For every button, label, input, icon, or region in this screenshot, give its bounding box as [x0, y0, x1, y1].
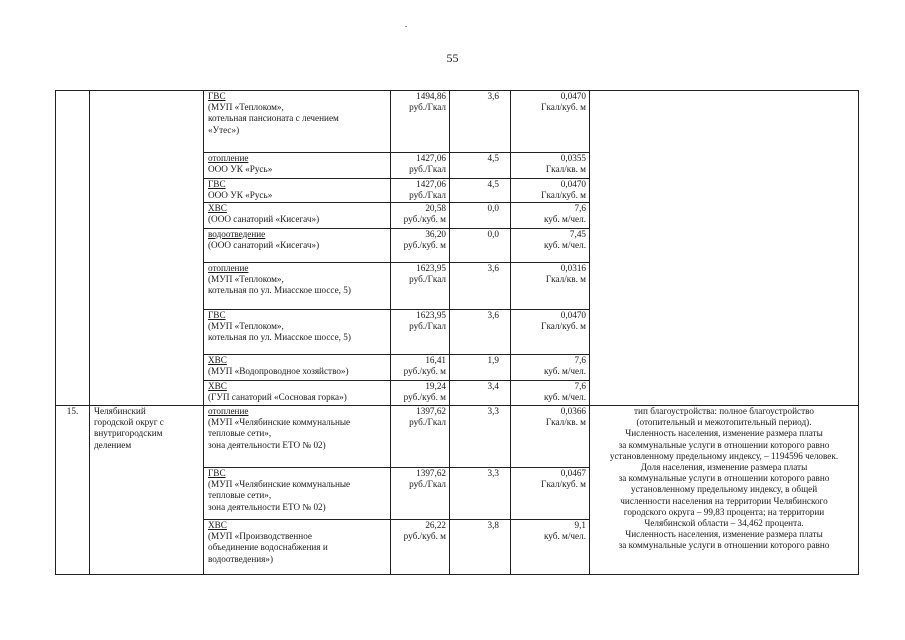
norm-cell	[511, 229, 590, 263]
text-line: 7,6	[574, 381, 586, 391]
tariff-cell	[391, 179, 450, 203]
norm-cell	[511, 203, 590, 229]
norm-cell	[511, 310, 590, 355]
text-line: «Утес»)	[208, 124, 240, 135]
text-line: численности населения на территории Челябинского	[620, 495, 828, 506]
text-line: внутригородским	[94, 428, 163, 439]
text-line: 0,0467	[560, 468, 586, 478]
text-line: 20,58	[425, 203, 446, 213]
text-line: за коммунальные услуги в отношении которого равно	[618, 473, 830, 484]
text-line: (ГУП санаторий «Сосновая горка»)	[208, 392, 347, 403]
text-line: Численность населения, изменение размера платы	[625, 529, 823, 540]
text-line: ГВС	[208, 91, 226, 101]
text-line: 0,0470	[560, 179, 586, 189]
text-line: ХВС	[208, 203, 227, 213]
service-cell	[204, 310, 391, 355]
text-line: ХВС	[208, 381, 227, 391]
tariff-cell	[391, 468, 450, 520]
table-row	[56, 91, 859, 153]
text-line: ХВС	[208, 520, 227, 530]
text-line: 1494,86	[416, 91, 446, 101]
text-line: руб./Гкал	[409, 190, 446, 201]
text-line: куб. м/чел.	[543, 531, 586, 542]
text-line: (МУП «Теплоком»,	[208, 102, 284, 113]
text-line: Гкал/кв. м	[545, 274, 586, 285]
text-line: установленному предельному индексу, – 1194596 человек.	[609, 450, 839, 461]
tariff-table-body	[56, 91, 859, 575]
tariff-cell	[391, 203, 450, 229]
growth-cell: 1,9	[450, 355, 511, 381]
text-line: руб./куб. м	[403, 531, 446, 542]
norm-cell	[511, 179, 590, 203]
growth-cell: 3,6	[450, 310, 511, 355]
text-line: тепловые сети»,	[208, 490, 272, 501]
text-line: (МУП «Челябинские коммунальные	[208, 417, 351, 428]
norm-cell	[511, 153, 590, 179]
text-line: 7,6	[574, 203, 586, 213]
tariff-cell	[391, 406, 450, 468]
municipality-number: 15.	[56, 406, 90, 575]
text-line: Гкал/куб. м	[541, 479, 586, 490]
growth-cell: 3,6	[450, 91, 511, 153]
text-line: 1427,06	[416, 179, 446, 189]
text-line: (отопительный и межотопительный период).	[636, 417, 812, 428]
text-line: (ООО санаторий «Кисегач»)	[208, 240, 320, 251]
text-line: Гкал/кв. м	[545, 417, 586, 428]
text-line: за коммунальные услуги в отношении которого равно	[618, 540, 830, 551]
text-line: (МУП «Челябинские коммунальные	[208, 479, 351, 490]
text-line: водоотведение	[208, 229, 266, 239]
text-line: ХВС	[208, 355, 227, 365]
service-cell	[204, 520, 391, 575]
tariff-cell	[391, 381, 450, 406]
text-line: 0,0316	[560, 263, 586, 273]
text-line: тип благоустройства: полное благоустройство	[634, 406, 814, 416]
growth-cell: 3,8	[450, 520, 511, 575]
norm-cell	[511, 468, 590, 520]
norm-cell	[511, 381, 590, 406]
text-line: руб./куб. м	[403, 392, 446, 403]
text-line: 7,45	[569, 229, 586, 239]
service-cell	[204, 381, 391, 406]
text-line: 9,1	[574, 520, 586, 530]
text-line: делением	[94, 439, 132, 450]
text-line: объединение водоснабжения и	[208, 542, 328, 553]
service-cell	[204, 468, 391, 520]
growth-cell: 0,0	[450, 203, 511, 229]
text-line: руб./куб. м	[403, 214, 446, 225]
text-line: Численность населения, изменение размера платы	[625, 428, 823, 439]
growth-cell: 0,0	[450, 229, 511, 263]
service-cell	[204, 91, 391, 153]
growth-cell: 4,5	[450, 179, 511, 203]
tariff-table	[55, 90, 859, 575]
text-line: Гкал/куб. м	[541, 321, 586, 332]
text-line: (МУП «Теплоком»,	[208, 321, 284, 332]
text-line: ГВС	[208, 468, 226, 478]
municipality-name	[90, 406, 204, 575]
text-line: Гкал/куб. м	[541, 102, 586, 113]
note-cell	[590, 91, 859, 406]
text-line: руб./Гкал	[409, 102, 446, 113]
table-row	[56, 406, 859, 468]
text-line: Доля населения, изменение размера платы	[640, 462, 808, 473]
text-line: Челябинский	[94, 406, 146, 416]
text-line: котельная пансионата с лечением	[208, 113, 339, 124]
service-cell	[204, 263, 391, 310]
text-line: Гкал/кв. м	[545, 164, 586, 175]
growth-cell: 3,6	[450, 263, 511, 310]
municipality-cell	[90, 91, 204, 406]
text-line: 26,22	[425, 520, 446, 530]
text-line: зона деятельности ЕТО № 02)	[208, 501, 326, 512]
text-line: водоотведения»)	[208, 553, 274, 564]
growth-cell: 3,3	[450, 468, 511, 520]
tariff-cell	[391, 229, 450, 263]
text-line: котельная по ул. Миасское шоссе, 5)	[208, 285, 351, 296]
text-line: ГВС	[208, 310, 226, 320]
service-cell	[204, 355, 391, 381]
norm-cell	[511, 355, 590, 381]
text-line: ГВС	[208, 179, 226, 189]
text-line: куб. м/чел.	[543, 240, 586, 251]
text-line: 1427,06	[416, 153, 446, 163]
text-line: (МУП «Производственное	[208, 531, 312, 542]
text-line: 1623,95	[416, 310, 446, 320]
text-line: руб./Гкал	[409, 274, 446, 285]
text-line: 19,24	[425, 381, 446, 391]
text-line: ООО УК «Русь»	[208, 190, 273, 201]
text-line: руб./Гкал	[409, 417, 446, 428]
page-number: 55	[446, 51, 459, 65]
service-cell	[204, 203, 391, 229]
tariff-cell	[391, 355, 450, 381]
text-line: Гкал/куб. м	[541, 190, 586, 201]
text-line: руб./Гкал	[409, 164, 446, 175]
text-line: 1623,95	[416, 263, 446, 273]
number-cell	[56, 91, 90, 406]
norm-cell	[511, 263, 590, 310]
text-line: зона деятельности ЕТО № 02)	[208, 439, 326, 450]
text-line: куб. м/чел.	[543, 392, 586, 403]
text-line: 36,20	[425, 229, 446, 239]
text-line: отопление	[208, 406, 249, 416]
growth-cell: 4,5	[450, 153, 511, 179]
service-cell	[204, 406, 391, 468]
scan-speck	[405, 26, 407, 27]
text-line: отопление	[208, 263, 249, 273]
tariff-cell	[391, 263, 450, 310]
text-line: котельная по ул. Миасское шоссе, 5)	[208, 332, 351, 343]
text-line: куб. м/чел.	[543, 214, 586, 225]
text-line: за коммунальные услуги в отношении которого равно	[618, 439, 830, 450]
text-line: 0,0366	[560, 406, 586, 416]
text-line: 0,0470	[560, 91, 586, 101]
norm-cell	[511, 520, 590, 575]
service-cell	[204, 153, 391, 179]
text-line: ООО УК «Русь»	[208, 164, 273, 175]
tariff-cell	[391, 91, 450, 153]
text-line: тепловые сети»,	[208, 428, 272, 439]
text-line: городского округа – 99,83 процента; на территории	[623, 506, 825, 517]
text-line: руб./куб. м	[403, 366, 446, 377]
text-line: (МУП «Теплоком»,	[208, 274, 284, 285]
text-line: руб./куб. м	[403, 240, 446, 251]
service-cell	[204, 229, 391, 263]
service-cell	[204, 179, 391, 203]
norm-cell	[511, 91, 590, 153]
text-line: Челябинской области – 34,462 процента.	[644, 518, 804, 529]
tariff-cell	[391, 520, 450, 575]
text-line: руб./Гкал	[409, 321, 446, 332]
growth-cell: 3,3	[450, 406, 511, 468]
text-line: куб. м/чел.	[543, 366, 586, 377]
text-line: (ООО санаторий «Кисегач»)	[208, 214, 320, 225]
norm-cell	[511, 406, 590, 468]
text-line: 1397,62	[416, 406, 446, 416]
text-line: 0,0355	[560, 153, 586, 163]
text-line: 0,0470	[560, 310, 586, 320]
text-line: 7,6	[574, 355, 586, 365]
text-line: 1397,62	[416, 468, 446, 478]
text-line: руб./Гкал	[409, 479, 446, 490]
tariff-cell	[391, 153, 450, 179]
text-line: (МУП «Водопроводное хозяйство»)	[208, 366, 349, 377]
text-line: 16,41	[425, 355, 446, 365]
municipality-note	[590, 406, 859, 575]
text-line: городской округ с	[94, 417, 164, 428]
growth-cell: 3,4	[450, 381, 511, 406]
tariff-cell	[391, 310, 450, 355]
text-line: установленному предельному индексу, в общей	[630, 484, 818, 495]
text-line: отопление	[208, 153, 249, 163]
